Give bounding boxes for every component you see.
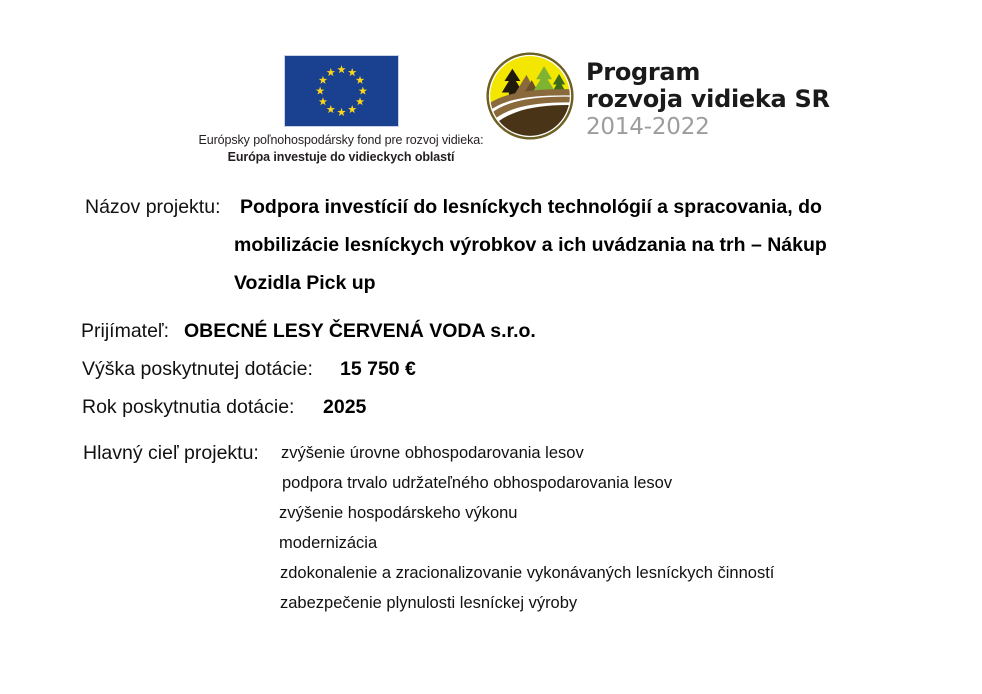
prv-logo-block xyxy=(486,52,830,140)
subsidy-amount-row xyxy=(0,358,982,396)
goal-item: zabezpečenie plynulosti lesníckej výroby xyxy=(280,594,578,612)
beneficiary-value: OBECNÉ LESY ČERVENÁ VODA s.r.o. xyxy=(184,320,536,342)
subsidy-amount-value: 15 750 € xyxy=(340,358,416,380)
beneficiary-row xyxy=(0,320,982,358)
prv-emblem-icon xyxy=(486,52,574,140)
goal-row-5 xyxy=(0,562,982,592)
prv-title-line-2: rozvoja vidieka SR xyxy=(586,84,830,113)
beneficiary-label: Prijímateľ: xyxy=(81,320,170,342)
subsidy-amount-label: Výška poskytnutej dotácie: xyxy=(82,358,313,380)
project-info-block xyxy=(0,196,982,622)
project-title-row-2 xyxy=(0,234,982,272)
goal-item: zdokonalenie a zracionalizovanie vykonávaných lesníckych činností xyxy=(280,564,775,582)
goal-row-3 xyxy=(0,502,982,532)
logo-header-band xyxy=(0,0,982,175)
prv-years: 2014-2022 xyxy=(586,113,710,140)
goal-item: modernizácia xyxy=(279,534,378,552)
eu-caption-line-1: Európsky poľnohospodársky fond pre rozvoj vidieka: xyxy=(198,133,484,147)
eu-caption-line-2: Európa investuje do vidieckych oblastí xyxy=(227,149,455,164)
goal-item: podpora trvalo udržateľného obhospodarovania lesov xyxy=(282,474,673,492)
project-title-value-line-1: Podpora investícií do lesníckych technológií a spracovania, do xyxy=(240,196,822,218)
project-goal-label: Hlavný cieľ projektu: xyxy=(83,442,259,464)
project-title-row-3 xyxy=(0,272,982,310)
project-title-value-line-2: mobilizácie lesníckych výrobkov a ich uvádzania na trh – Nákup xyxy=(234,234,827,256)
project-title-label: Názov projektu: xyxy=(85,196,221,218)
goal-item: zvýšenie úrovne obhospodarovania lesov xyxy=(281,444,584,462)
subsidy-year-label: Rok poskytnutia dotácie: xyxy=(82,396,295,418)
project-title-value-line-3: Vozidla Pick up xyxy=(234,272,376,294)
prv-wordmark xyxy=(586,52,830,140)
goal-row-2 xyxy=(0,472,982,502)
goal-row-4 xyxy=(0,532,982,562)
goal-row-1 xyxy=(0,442,982,472)
project-title-row-1 xyxy=(0,196,982,234)
subsidy-year-row xyxy=(0,396,982,434)
eu-flag-icon xyxy=(284,55,399,127)
eu-stars-icon xyxy=(285,56,398,126)
goal-item: zvýšenie hospodárskeho výkonu xyxy=(279,504,518,522)
subsidy-year-value: 2025 xyxy=(323,396,367,418)
goal-row-6 xyxy=(0,592,982,622)
eu-logo-block xyxy=(196,55,486,165)
prv-title-line-1: Program xyxy=(586,58,701,86)
